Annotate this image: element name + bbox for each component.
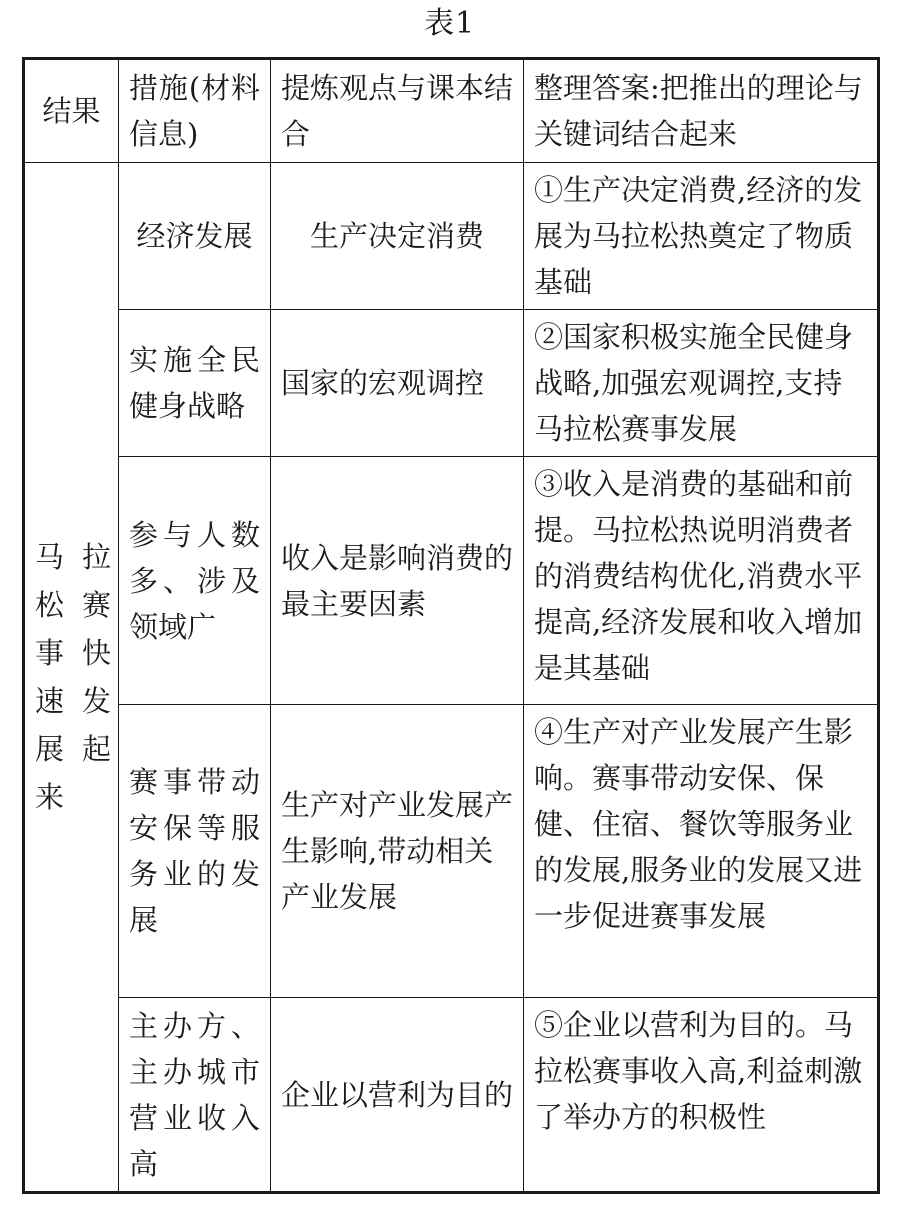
answer-cell: ④生产对产业发展产生影响。赛事带动安保、保健、住宿、餐饮等服务业的发展,服务业的发展又进一步促进赛事发展 <box>524 705 879 998</box>
table-row <box>24 163 879 310</box>
answer-cell: ①生产决定消费,经济的发展为马拉松热奠定了物质基础 <box>524 163 879 310</box>
table-row <box>24 998 879 1193</box>
result-cell <box>24 163 119 1193</box>
answer-cell: ②国家积极实施全民健身战略,加强宏观调控,支持马拉松赛事发展 <box>524 310 879 457</box>
measure-cell: 赛事带动安保等服务业的发展 <box>119 705 271 998</box>
measure-cell: 实施全民健身战略 <box>119 310 271 457</box>
viewpoint-cell: 企业以营利为目的 <box>271 998 524 1193</box>
answer-cell: ③收入是消费的基础和前提。马拉松热说明消费者的消费结构优化,消费水平提高,经济发展和收入增加是其基础 <box>524 457 879 705</box>
viewpoint-cell: 收入是影响消费的最主要因素 <box>271 457 524 705</box>
viewpoint-cell: 国家的宏观调控 <box>271 310 524 457</box>
viewpoint-cell: 生产决定消费 <box>271 163 524 310</box>
table-row <box>24 457 879 705</box>
table-row <box>24 705 879 998</box>
measure-cell: 主办方、主办城市营业收入高 <box>119 998 271 1193</box>
viewpoint-cell: 生产对产业发展产生影响,带动相关产业发展 <box>271 705 524 998</box>
header-answer: 整理答案:把推出的理论与关键词结合起来 <box>524 59 879 163</box>
header-viewpoint: 提炼观点与课本结合 <box>271 59 524 163</box>
table-caption: 表1 <box>423 6 476 41</box>
table-header-row <box>24 59 879 163</box>
result-text: 马拉松赛事快速发展起来 <box>35 540 111 814</box>
measure-cell: 经济发展 <box>119 163 271 310</box>
table-row <box>24 310 879 457</box>
answer-table <box>22 57 880 1194</box>
answer-cell: ⑤企业以营利为目的。马拉松赛事收入高,利益刺激了举办方的积极性 <box>524 998 879 1193</box>
header-measure: 措施(材料信息) <box>119 59 271 163</box>
header-result: 结果 <box>24 59 119 163</box>
measure-cell: 参与人数多、涉及领域广 <box>119 457 271 705</box>
